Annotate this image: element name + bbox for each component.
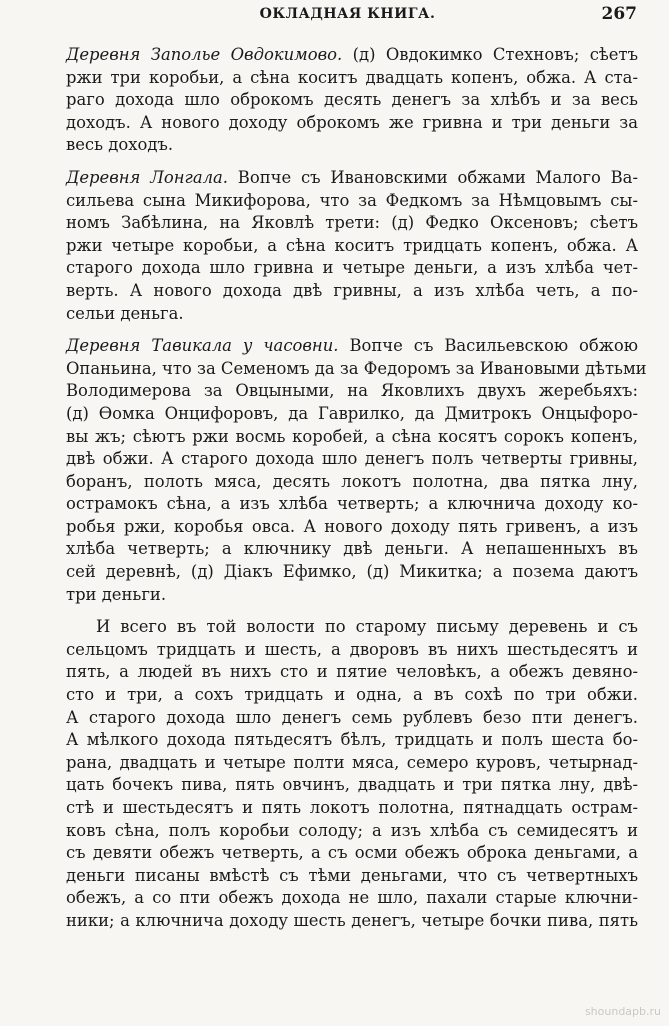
text-line: Вопче съ Ивановскими обжами Малого Ва- [228, 167, 638, 187]
running-title: ОКЛАДНАЯ КНИГА. [259, 6, 436, 22]
entry-heading: Деревня Лонгала. [66, 167, 229, 187]
text-line: вы жъ; сѣютъ ржи восмь коробей, а сѣна косятъ сорокъ копенъ, [66, 426, 638, 446]
text-line: Опаньина, что за Семеномъ да за Федоромъ за Ивановыми дѣтьми [66, 358, 647, 378]
paragraph-longala [66, 167, 638, 325]
text-line: сильева сына Микифорова, что за Федкомъ за Нѣмцовымъ сы- [66, 190, 638, 210]
text-line: (д) Овдокимко Стехновъ; сѣетъ [342, 45, 638, 64]
text-line: ники; а ключнича доходу шесть денегъ, четыре бочки пива, пять [66, 910, 638, 930]
paragraph-tavikala [66, 335, 647, 606]
text-line: стѣ и шестьдесятъ и пять локотъ полотна, пятнадцать острам- [66, 798, 638, 817]
text-line: ржи три коробьи, а сѣна коситъ двадцать копенъ, обжа. А ста- [66, 67, 638, 87]
text-line: старого дохода шло гривна и четыре деньги, а изъ хлѣба чет- [66, 258, 638, 278]
text-line: доходъ. А нового доходу оброкомъ же гривна и три деньги за [66, 112, 638, 132]
text-line: ржи четыре коробьи, а сѣна коситъ тридцать копенъ, обжа. А [66, 235, 638, 255]
text-line: сельи деньга. [66, 303, 184, 323]
paragraph-summary [66, 616, 638, 932]
text-line: съ девяти обежъ четверть, а съ осми обежъ оброка деньгами, а [66, 843, 638, 863]
text-line: деньги писаны вмѣстѣ съ тѣми деньгами, что съ четвертныхъ [66, 865, 638, 885]
text-line: хлѣба четверть; а ключнику двѣ деньги. А непашенныхъ въ [66, 539, 638, 559]
text-line: раго дохода шло оброкомъ десять денегъ за хлѣбъ и за весь [66, 90, 638, 110]
text-line: рана, двадцать и четыре полти мяса, семеро куровъ, четырнад- [66, 752, 638, 772]
text-line: Володимерова за Овцыными, на Яковлихъ двухъ жеребьяхъ: [66, 381, 638, 401]
paragraph-zapolye [66, 44, 638, 157]
watermark: shoundapb.ru [584, 1005, 661, 1018]
page-number: 267 [601, 4, 637, 24]
text-line: (д) Ѳомка Онцифоровъ, да Гаврилко, да Дмитрокъ Онцыфоро- [66, 403, 638, 423]
text-line: сельцомъ тридцать и шесть, а дворовъ въ нихъ шестьдесятъ и [66, 639, 638, 659]
text-line: А старого дохода шло денегъ семь рублевъ безо пти денегъ. [66, 707, 638, 727]
text-line: ковъ сѣна, полъ коробьи солоду; а изъ хлѣба съ семидесятъ и [66, 820, 638, 840]
text-line: три деньги. [66, 584, 167, 604]
text-line: И всего въ той волости по старому письму деревень и съ [96, 617, 638, 637]
text-line: верть. А нового дохода двѣ гривны, а изъ хлѣба четь, а по- [66, 280, 638, 300]
body-text [66, 44, 647, 943]
text-line: сто и три, а сохъ тридцать и одна, а въ сохѣ по три обжи. [66, 685, 638, 705]
text-line: двѣ обжи. А старого дохода шло денегъ полъ четверты гривны, [66, 449, 638, 469]
running-header [58, 4, 637, 26]
text-line: боранъ, полоть мяса, десять локотъ полотна, два пятка лну, [66, 471, 638, 491]
text-line: Вопче съ Васильевскою обжою [338, 336, 638, 356]
text-line: сей деревнѣ, (д) Діакъ Ефимко, (д) Микитка; а позема даютъ [66, 562, 638, 582]
text-line: весь доходъ. [66, 135, 174, 155]
entry-heading: Деревня Тавикала у часовни. [66, 336, 339, 356]
text-line: цать бочекъ пива, пять овчинъ, двадцать и три пятка лну, двѣ- [66, 775, 638, 795]
text-line: пять, а людей въ нихъ сто и пятие человѣкъ, а обежъ девяно- [66, 662, 638, 682]
text-line: робья ржи, коробья овса. А нового доходу пять гривенъ, а изъ [66, 516, 638, 536]
text-line: обежъ, а со пти обежъ дохода не шло, пахали старые ключни- [66, 888, 638, 908]
text-line: острамокъ сѣна, а изъ хлѣба четверть; а ключнича доходу ко- [66, 494, 638, 514]
entry-heading: Деревня Заполье Овдокимово. [66, 45, 343, 64]
text-line: А мѣлкого дохода пятьдесятъ бѣлъ, тридцать и полъ шеста бо- [66, 730, 638, 750]
text-line: номъ Забѣлина, на Яковлѣ трети: (д) Федко Оксеновъ; сѣетъ [66, 213, 638, 233]
